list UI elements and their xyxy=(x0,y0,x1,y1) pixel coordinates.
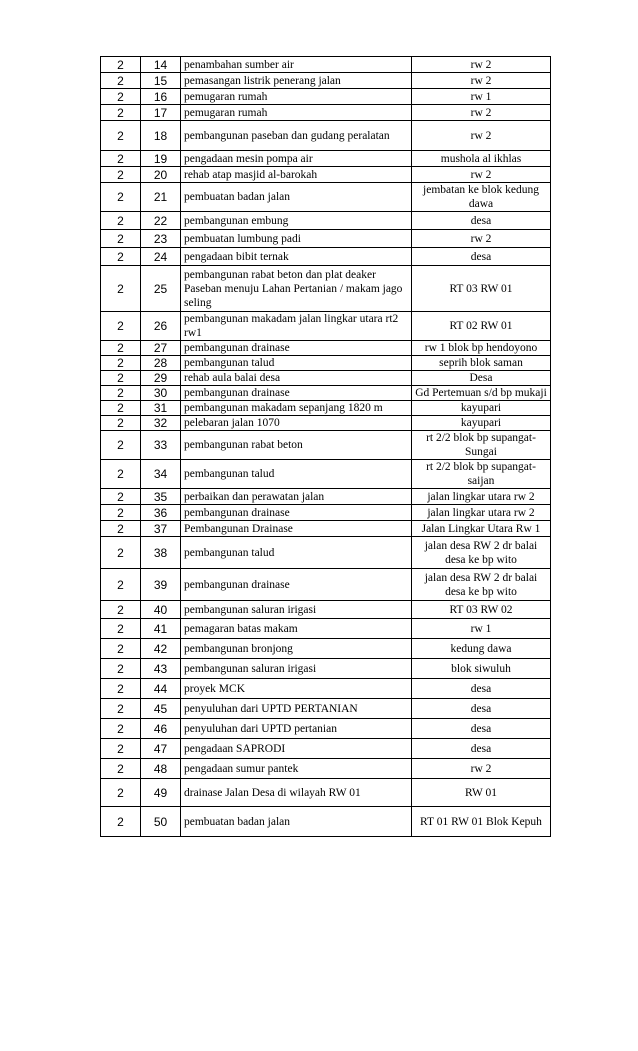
cell-number: 30 xyxy=(141,386,181,401)
cell-number: 50 xyxy=(141,807,181,837)
cell-number: 49 xyxy=(141,779,181,807)
cell-number: 17 xyxy=(141,105,181,121)
cell-activity: pembangunan talud xyxy=(181,537,412,569)
cell-number: 38 xyxy=(141,537,181,569)
cell-activity: Pembangunan Drainase xyxy=(181,521,412,537)
cell-number: 26 xyxy=(141,312,181,341)
cell-activity: pemagaran batas makam xyxy=(181,619,412,639)
cell-group: 2 xyxy=(101,57,141,73)
cell-location: RT 02 RW 01 xyxy=(412,312,551,341)
cell-location: jalan lingkar utara rw 2 xyxy=(412,489,551,505)
cell-activity: pengadaan sumur pantek xyxy=(181,759,412,779)
cell-location: Gd Pertemuan s/d bp mukaji xyxy=(412,386,551,401)
cell-number: 18 xyxy=(141,121,181,151)
table-row xyxy=(101,386,551,401)
cell-group: 2 xyxy=(101,341,141,356)
table-row xyxy=(101,505,551,521)
cell-group: 2 xyxy=(101,248,141,266)
cell-location: jalan desa RW 2 dr balai desa ke bp wito xyxy=(412,537,551,569)
cell-location: rt 2/2 blok bp supangat-Sungai xyxy=(412,431,551,460)
table-row xyxy=(101,371,551,386)
cell-group: 2 xyxy=(101,266,141,312)
cell-location: RT 03 RW 02 xyxy=(412,601,551,619)
cell-group: 2 xyxy=(101,569,141,601)
cell-activity: pembangunan saluran irigasi xyxy=(181,659,412,679)
cell-activity: pengadaan bibit ternak xyxy=(181,248,412,266)
cell-group: 2 xyxy=(101,401,141,416)
table-row xyxy=(101,212,551,230)
table-row xyxy=(101,699,551,719)
cell-location: mushola al ikhlas xyxy=(412,151,551,167)
cell-group: 2 xyxy=(101,151,141,167)
cell-number: 32 xyxy=(141,416,181,431)
cell-location: rw 2 xyxy=(412,121,551,151)
cell-location: Jalan Lingkar Utara Rw 1 xyxy=(412,521,551,537)
cell-number: 14 xyxy=(141,57,181,73)
cell-number: 37 xyxy=(141,521,181,537)
cell-activity: rehab aula balai desa xyxy=(181,371,412,386)
table-row xyxy=(101,416,551,431)
cell-location: kayupari xyxy=(412,416,551,431)
cell-number: 41 xyxy=(141,619,181,639)
cell-group: 2 xyxy=(101,601,141,619)
cell-group: 2 xyxy=(101,719,141,739)
cell-activity: pembangunan makadam sepanjang 1820 m xyxy=(181,401,412,416)
cell-group: 2 xyxy=(101,699,141,719)
table-row xyxy=(101,521,551,537)
cell-number: 36 xyxy=(141,505,181,521)
cell-activity: pembangunan embung xyxy=(181,212,412,230)
cell-location: RW 01 xyxy=(412,779,551,807)
cell-activity: pembangunan drainase xyxy=(181,386,412,401)
cell-location: kedung dawa xyxy=(412,639,551,659)
cell-group: 2 xyxy=(101,416,141,431)
table-row xyxy=(101,659,551,679)
cell-group: 2 xyxy=(101,659,141,679)
cell-group: 2 xyxy=(101,371,141,386)
cell-group: 2 xyxy=(101,386,141,401)
table-row xyxy=(101,719,551,739)
cell-activity: drainase Jalan Desa di wilayah RW 01 xyxy=(181,779,412,807)
cell-location: rw 2 xyxy=(412,230,551,248)
cell-number: 34 xyxy=(141,460,181,489)
cell-location: rw 2 xyxy=(412,57,551,73)
cell-activity: pembangunan drainase xyxy=(181,341,412,356)
cell-group: 2 xyxy=(101,312,141,341)
table-row xyxy=(101,460,551,489)
table-body xyxy=(101,57,551,837)
cell-number: 15 xyxy=(141,73,181,89)
cell-activity: pembangunan rabat beton dan plat deaker Paseban menuju Lahan Pertanian / makam jago seling xyxy=(181,266,412,312)
cell-number: 24 xyxy=(141,248,181,266)
cell-activity: pembangunan rabat beton xyxy=(181,431,412,460)
cell-group: 2 xyxy=(101,537,141,569)
cell-number: 45 xyxy=(141,699,181,719)
cell-location: jalan desa RW 2 dr balai desa ke bp wito xyxy=(412,569,551,601)
cell-number: 47 xyxy=(141,739,181,759)
cell-location: desa xyxy=(412,248,551,266)
cell-group: 2 xyxy=(101,521,141,537)
cell-activity: pelebaran jalan 1070 xyxy=(181,416,412,431)
table-row xyxy=(101,57,551,73)
cell-activity: pembangunan drainase xyxy=(181,505,412,521)
cell-group: 2 xyxy=(101,759,141,779)
cell-group: 2 xyxy=(101,73,141,89)
cell-location: seprih blok saman xyxy=(412,356,551,371)
cell-number: 27 xyxy=(141,341,181,356)
table-row xyxy=(101,569,551,601)
table-row xyxy=(101,230,551,248)
cell-group: 2 xyxy=(101,121,141,151)
cell-activity: perbaikan dan perawatan jalan xyxy=(181,489,412,505)
cell-group: 2 xyxy=(101,89,141,105)
cell-location: rw 1 xyxy=(412,89,551,105)
cell-location: jembatan ke blok kedung dawa xyxy=(412,183,551,212)
cell-group: 2 xyxy=(101,679,141,699)
cell-group: 2 xyxy=(101,167,141,183)
cell-location: RT 03 RW 01 xyxy=(412,266,551,312)
cell-number: 22 xyxy=(141,212,181,230)
table-row xyxy=(101,266,551,312)
cell-location: rw 2 xyxy=(412,73,551,89)
cell-location: desa xyxy=(412,212,551,230)
cell-activity: pembangunan makadam jalan lingkar utara rt2 rw1 xyxy=(181,312,412,341)
cell-group: 2 xyxy=(101,639,141,659)
table-row xyxy=(101,183,551,212)
table-row xyxy=(101,312,551,341)
cell-location: rt 2/2 blok bp supangat-saijan xyxy=(412,460,551,489)
cell-activity: pembuatan lumbung padi xyxy=(181,230,412,248)
table-row xyxy=(101,759,551,779)
cell-group: 2 xyxy=(101,356,141,371)
cell-number: 21 xyxy=(141,183,181,212)
cell-number: 28 xyxy=(141,356,181,371)
cell-number: 25 xyxy=(141,266,181,312)
cell-activity: pengadaan mesin pompa air xyxy=(181,151,412,167)
table-row xyxy=(101,679,551,699)
cell-location: Desa xyxy=(412,371,551,386)
cell-number: 48 xyxy=(141,759,181,779)
cell-activity: pembangunan talud xyxy=(181,460,412,489)
table-row xyxy=(101,619,551,639)
cell-activity: pembuatan badan jalan xyxy=(181,183,412,212)
table-row xyxy=(101,739,551,759)
cell-group: 2 xyxy=(101,505,141,521)
cell-location: desa xyxy=(412,739,551,759)
cell-group: 2 xyxy=(101,739,141,759)
table-row xyxy=(101,121,551,151)
cell-location: rw 1 xyxy=(412,619,551,639)
cell-location: rw 2 xyxy=(412,167,551,183)
cell-activity: rehab atap masjid al-barokah xyxy=(181,167,412,183)
cell-activity: pemugaran rumah xyxy=(181,105,412,121)
cell-group: 2 xyxy=(101,230,141,248)
cell-activity: pemasangan listrik penerang jalan xyxy=(181,73,412,89)
cell-number: 23 xyxy=(141,230,181,248)
cell-location: rw 2 xyxy=(412,105,551,121)
cell-location: rw 1 blok bp hendoyono xyxy=(412,341,551,356)
cell-activity: penyuluhan dari UPTD pertanian xyxy=(181,719,412,739)
cell-group: 2 xyxy=(101,619,141,639)
cell-number: 39 xyxy=(141,569,181,601)
cell-group: 2 xyxy=(101,460,141,489)
table-row xyxy=(101,341,551,356)
cell-activity: pengadaan SAPRODI xyxy=(181,739,412,759)
cell-location: desa xyxy=(412,719,551,739)
cell-group: 2 xyxy=(101,431,141,460)
cell-number: 40 xyxy=(141,601,181,619)
cell-number: 33 xyxy=(141,431,181,460)
cell-number: 20 xyxy=(141,167,181,183)
cell-number: 42 xyxy=(141,639,181,659)
cell-number: 44 xyxy=(141,679,181,699)
cell-group: 2 xyxy=(101,807,141,837)
cell-number: 35 xyxy=(141,489,181,505)
cell-activity: penambahan sumber air xyxy=(181,57,412,73)
cell-location: kayupari xyxy=(412,401,551,416)
table-row xyxy=(101,105,551,121)
cell-activity: pemugaran rumah xyxy=(181,89,412,105)
cell-location: jalan lingkar utara rw 2 xyxy=(412,505,551,521)
cell-group: 2 xyxy=(101,779,141,807)
table-row xyxy=(101,779,551,807)
cell-location: desa xyxy=(412,679,551,699)
cell-location: blok siwuluh xyxy=(412,659,551,679)
cell-location: RT 01 RW 01 Blok Kepuh xyxy=(412,807,551,837)
cell-group: 2 xyxy=(101,105,141,121)
table-row xyxy=(101,356,551,371)
table-row xyxy=(101,248,551,266)
cell-location: desa xyxy=(412,699,551,719)
table-row xyxy=(101,89,551,105)
table-row xyxy=(101,151,551,167)
cell-number: 31 xyxy=(141,401,181,416)
cell-location: rw 2 xyxy=(412,759,551,779)
cell-number: 29 xyxy=(141,371,181,386)
cell-activity: pembangunan drainase xyxy=(181,569,412,601)
cell-activity: pembangunan talud xyxy=(181,356,412,371)
cell-number: 19 xyxy=(141,151,181,167)
table-row xyxy=(101,639,551,659)
cell-group: 2 xyxy=(101,489,141,505)
table-row xyxy=(101,167,551,183)
table-row xyxy=(101,601,551,619)
table-row xyxy=(101,431,551,460)
table-row xyxy=(101,537,551,569)
cell-number: 16 xyxy=(141,89,181,105)
cell-number: 46 xyxy=(141,719,181,739)
table-row xyxy=(101,489,551,505)
activity-table xyxy=(100,56,551,837)
table-row xyxy=(101,807,551,837)
cell-group: 2 xyxy=(101,212,141,230)
cell-group: 2 xyxy=(101,183,141,212)
cell-number: 43 xyxy=(141,659,181,679)
cell-activity: proyek MCK xyxy=(181,679,412,699)
cell-activity: pembangunan saluran irigasi xyxy=(181,601,412,619)
cell-activity: pembuatan badan jalan xyxy=(181,807,412,837)
cell-activity: pembangunan paseban dan gudang peralatan xyxy=(181,121,412,151)
cell-activity: penyuluhan dari UPTD PERTANIAN xyxy=(181,699,412,719)
cell-activity: pembangunan bronjong xyxy=(181,639,412,659)
table-row xyxy=(101,401,551,416)
table-row xyxy=(101,73,551,89)
